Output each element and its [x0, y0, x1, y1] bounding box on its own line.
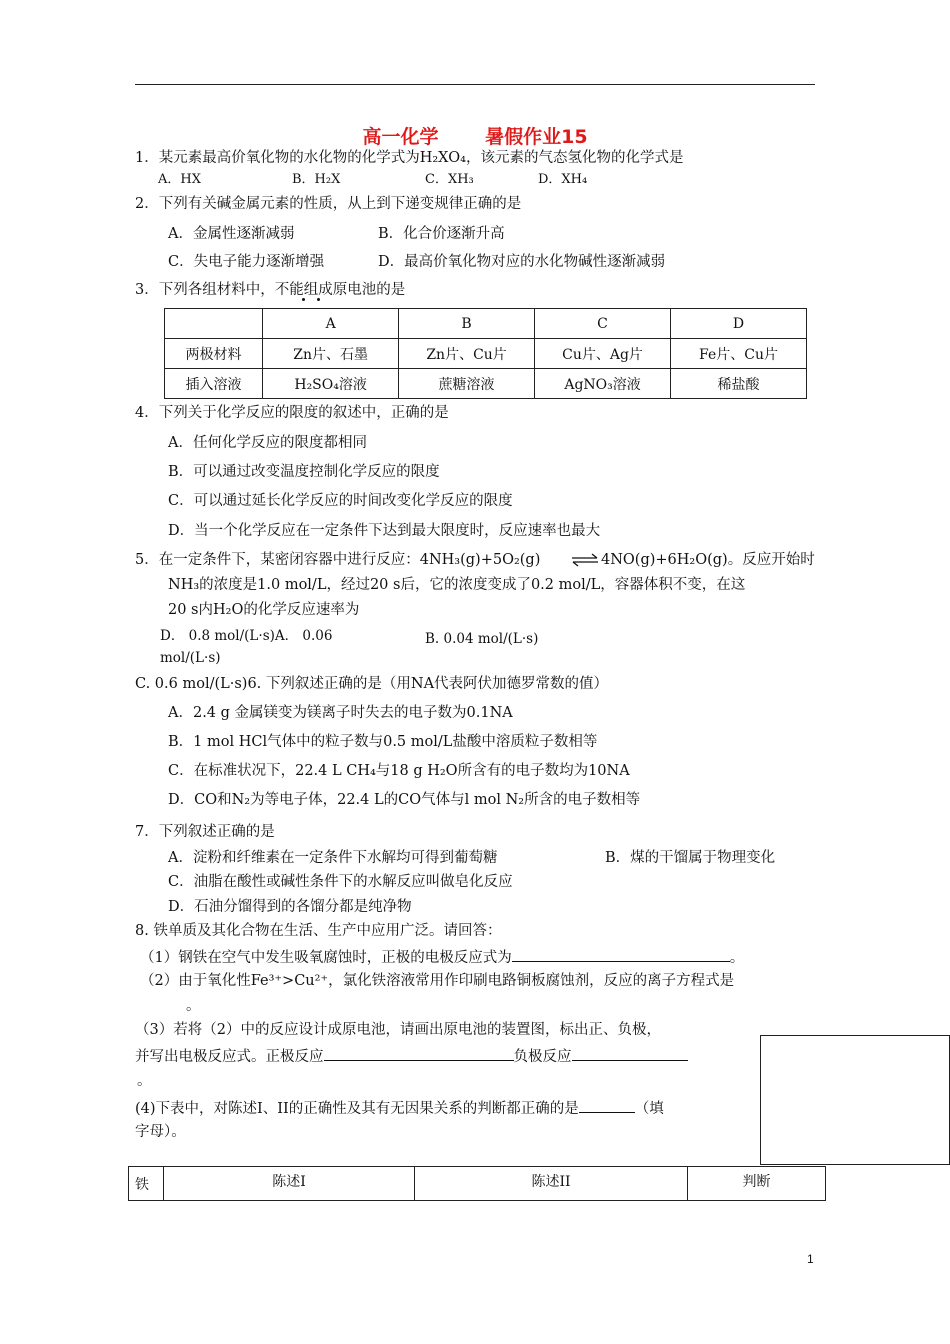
q8-part1-end: 。: [729, 950, 745, 966]
q3-header-b: B: [399, 309, 535, 339]
q8-stem: 8. 铁单质及其化合物在生活、生产中应用广泛。请回答：: [135, 923, 502, 939]
q8-part1: [140, 947, 744, 967]
q8-part3-end: 。: [137, 1073, 152, 1089]
q3-cell: Zn片、石墨: [263, 339, 399, 369]
q8-table: [128, 1166, 826, 1201]
q6-option-d: D．CO和N₂为等电子体，22.4 L的CO气体与l mol N₂所含的电子数相等: [168, 792, 641, 808]
page-number: 1: [807, 1252, 814, 1266]
q3-header-d: D: [671, 309, 807, 339]
q8-part3-line1: （3）若将（2）中的反应设计成原电池，请画出原电池的装置图，标出正、负极，: [135, 1022, 661, 1038]
q4-option-d: D．当一个化学反应在一定条件下达到最大限度时，反应速率也最大: [168, 523, 601, 539]
q8-table-col0: 铁: [129, 1167, 164, 1201]
q6-option-a: A．2.4 g 金属镁变为镁离子时失去的电子数为0.1NA: [168, 705, 513, 721]
q3-cell: AgNO₃溶液: [535, 369, 671, 399]
q8-part4-text-end: （填: [634, 1101, 664, 1117]
q4-option-a: A．任何化学反应的限度都相同: [168, 435, 367, 451]
q5-line2: NH₃的浓度是1.0 mol/L，经过20 s后，它的浓度变成了0.2 mol/L，容器体积不变，在这: [168, 577, 746, 593]
q8-part4-line2: 字母）。: [135, 1124, 186, 1140]
q3-table: [164, 308, 807, 399]
q8-part2: （2）由于氧化性Fe³⁺>Cu²⁺，氯化铁溶液常用作印刷电路铜板腐蚀剂，反应的离子方程式是: [140, 973, 735, 989]
q3-cell: 蔗糖溶液: [399, 369, 535, 399]
q4-option-b: B．可以通过改变温度控制化学反应的限度: [168, 464, 440, 480]
q8-part2-end: 。: [186, 998, 201, 1014]
emphasis-dot: [302, 298, 305, 301]
q3-header-c: C: [535, 309, 671, 339]
q5-options-da: D． 0.8 mol/(L·s)A． 0.06: [160, 628, 333, 644]
q4-stem: 4．下列关于化学反应的限度的叙述中，正确的是: [135, 405, 449, 421]
q5-line1-cont: 4NO(g)+6H₂O(g)。反应开始时: [601, 552, 815, 568]
q6-option-b: B．1 mol HCl气体中的粒子数与0.5 mol/L盐酸中溶质粒子数相等: [168, 734, 598, 750]
q8-part3-positive-label: 并写出电极反应式。正极反应: [135, 1049, 324, 1065]
q3-row-label: 插入溶液: [165, 369, 263, 399]
q8-table-statement-2: 陈述II: [415, 1167, 688, 1201]
q2-stem: 2．下列有关碱金属元素的性质，从上到下递变规律正确的是: [135, 196, 522, 212]
title-subject: 高一化学: [362, 126, 439, 148]
q6-option-c: C．在标准状况下，22.4 L CH₄与18 g H₂O所含有的电子数均为10NA: [168, 763, 630, 779]
positive-electrode-blank[interactable]: [324, 1046, 514, 1061]
q7-stem: 7．下列叙述正确的是: [135, 824, 275, 840]
q1-option-d: D．XH₄: [538, 172, 588, 187]
q8-table-statement-1: 陈述I: [164, 1167, 415, 1201]
q8-part4-text: (4)下表中，对陈述I、II的正确性及其有无因果关系的判断都正确的是: [135, 1101, 579, 1117]
q1-option-b: B．H₂X: [292, 172, 341, 187]
drawing-box[interactable]: [760, 1035, 950, 1165]
q3-header-a: A: [263, 309, 399, 339]
q5-line3: 20 s内H₂O的化学反应速率为: [168, 602, 360, 618]
q3-row-label: 两极材料: [165, 339, 263, 369]
q5-options-unit: mol/(L·s): [160, 650, 221, 666]
q3-cell: Zn片、Cu片: [399, 339, 535, 369]
q8-part3-line2: [135, 1046, 688, 1066]
q6-stem: C. 0.6 mol/(L·s)6. 下列叙述正确的是（用NA代表阿伏加德罗常数的值）: [135, 676, 609, 692]
q5-line1: 5．在一定条件下，某密闭容器中进行反应：4NH₃(g)+5O₂(g): [135, 552, 541, 568]
header-rule: [135, 84, 815, 85]
q3-header-blank: [165, 309, 263, 339]
q8-part3-negative-label: 负极反应: [513, 1049, 572, 1065]
q7-option-a: A．淀粉和纤维素在一定条件下水解均可得到葡萄糖: [168, 850, 498, 866]
q7-option-d: D．石油分馏得到的各馏分都是纯净物: [168, 899, 412, 915]
q7-option-b: B．煤的干馏属于物理变化: [605, 850, 776, 866]
q8-part1-blank[interactable]: [512, 947, 730, 962]
q3-cell: Fe片、Cu片: [671, 339, 807, 369]
q8-table-judgement: 判断: [688, 1167, 826, 1201]
q2-option-a: A．金属性逐渐减弱: [168, 226, 295, 242]
q4-option-c: C．可以通过延长化学反应的时间改变化学反应的限度: [168, 493, 513, 509]
q2-option-c: C．失电子能力逐渐增强: [168, 254, 325, 270]
q2-option-d: D．最高价氧化物对应的水化物碱性逐渐减弱: [378, 254, 666, 270]
q2-option-b: B．化合价逐渐升高: [378, 226, 505, 242]
q1-option-a: A．HX: [158, 172, 201, 187]
q1-stem: 1．某元素最高价氧化物的水化物的化学式为H₂XO₄，该元素的气态氢化物的化学式是: [135, 150, 684, 166]
q3-cell: H₂SO₄溶液: [263, 369, 399, 399]
q7-option-c: C．油脂在酸性或碱性条件下的水解反应叫做皂化反应: [168, 874, 513, 890]
q3-cell: Cu片、Ag片: [535, 339, 671, 369]
equilibrium-arrow-icon: [570, 552, 600, 568]
emphasis-dot: [317, 298, 320, 301]
negative-electrode-blank[interactable]: [572, 1046, 688, 1061]
q8-part4-line1: [135, 1098, 664, 1118]
page-title: [0, 122, 950, 149]
q1-option-c: C．XH₃: [425, 172, 474, 187]
q8-part4-blank[interactable]: [579, 1098, 635, 1113]
q3-cell: 稀盐酸: [671, 369, 807, 399]
q3-stem: 3．下列各组材料中，不能组成原电池的是: [135, 282, 406, 298]
q8-part1-text: （1）钢铁在空气中发生吸氧腐蚀时，正极的电极反应式为: [140, 950, 512, 966]
q5-option-b: B. 0.04 mol/(L·s): [425, 631, 539, 647]
title-assignment: 暑假作业15: [485, 126, 588, 148]
